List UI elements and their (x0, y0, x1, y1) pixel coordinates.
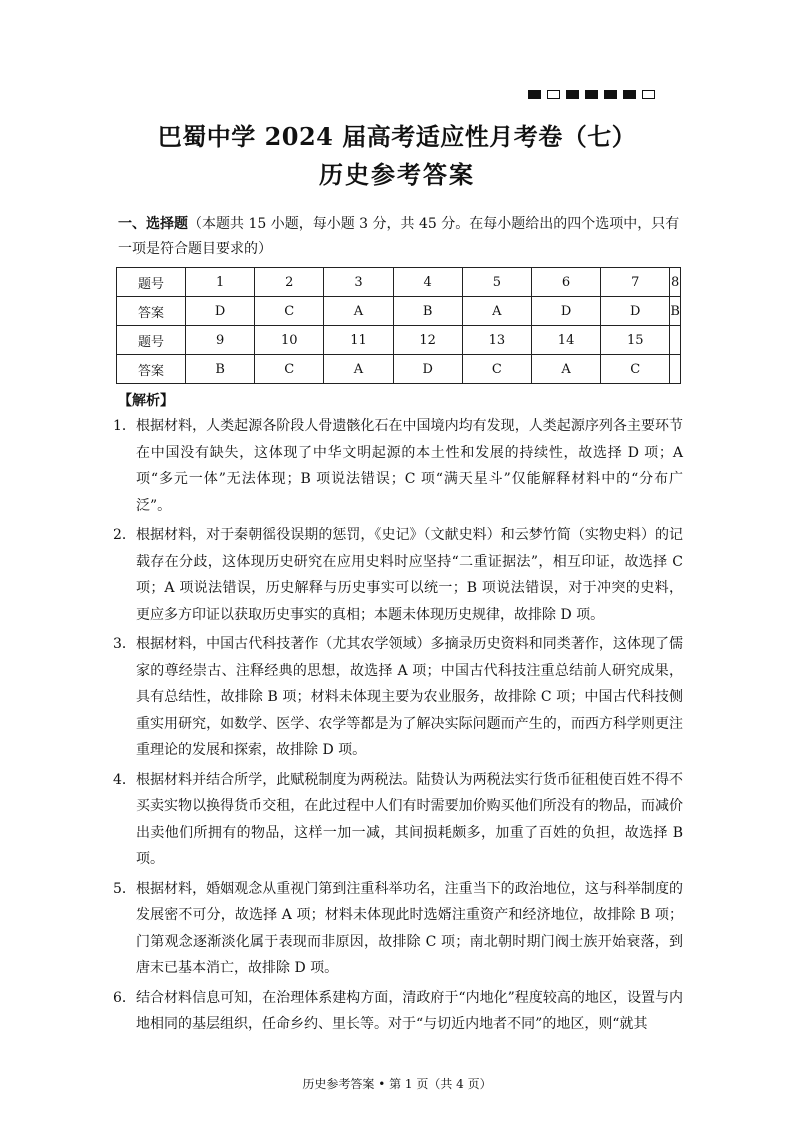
analysis-item (113, 876, 683, 982)
table-cell: A (324, 355, 393, 384)
analysis-list (113, 413, 683, 1041)
table-row-header: 答案 (117, 297, 186, 326)
table-cell: D (393, 355, 462, 384)
item-text: 根据材料，中国古代科技著作（尤其农学领域）多摘录历史资料和同类著作，这体现了儒家的尊经崇古、注释经典的思想，故选择 A 项；中国古代科技注重总结前人研究成果，具有总结性，故排除 B 项；材料未体现主要为农业服务，故排除 C 项；中国古代科技侧重实用研究，如数学、医学、农学等都是为了解决实际问题而产生的，而西方科学则更注重理论的发展和探索，故排除 D 项。 (136, 636, 683, 758)
item-text: 根据材料，对于秦朝徭役误期的惩罚，《史记》（文献史料）和云梦竹简（实物史料）的记载存在分歧，这体现历史研究在应用史料时应坚持“二重证据法”，相互印证，故选择 C 项；A 项说法错误，历史解释与历史事实可以统一；B 项说法错误，对于冲突的史料，更应多方印证以获取历史事实的真相；本题未体现历史规律，故排除 D 项。 (136, 527, 683, 623)
analysis-item (113, 522, 683, 628)
table-cell: D (186, 297, 255, 326)
analysis-item (113, 413, 683, 519)
analysis-label: 【解析】 (118, 393, 174, 409)
table-cell: C (255, 297, 324, 326)
table-cell: 3 (324, 268, 393, 297)
table-row-header: 题号 (117, 326, 186, 355)
section-intro (118, 212, 688, 262)
header-mark (642, 90, 655, 99)
table-cell: A (531, 355, 600, 384)
table-row (117, 297, 681, 326)
table-cell: C (255, 355, 324, 384)
table-cell (670, 355, 681, 384)
analysis-item (113, 631, 683, 764)
header-mark (547, 90, 560, 99)
header-mark (604, 90, 617, 99)
item-text: 根据材料并结合所学，此赋税制度为两税法。陆贽认为两税法实行货币征租使百姓不得不买卖实物以换得货币交租，在此过程中人们有时需要加价购买他们所没有的物品，而减价出卖他们所拥有的物品，这样一加一减，其间损耗颇多，加重了百姓的负担，故选择 B 项。 (136, 771, 683, 867)
item-text: 结合材料信息可知，在治理体系建构方面，清政府于“内地化”程度较高的地区，设置与内地相同的基层组织，任命乡约、里长等。对于“与切近内地者不同”的地区，则“就其 (136, 989, 683, 1032)
table-cell: 1 (186, 268, 255, 297)
table-cell: 13 (462, 326, 531, 355)
header-marks (528, 90, 655, 99)
answer-table (116, 267, 681, 384)
table-cell: 15 (601, 326, 670, 355)
item-number: 4． (113, 771, 136, 788)
table-cell: 7 (601, 268, 670, 297)
table-cell: 12 (393, 326, 462, 355)
table-cell: B (186, 355, 255, 384)
table-cell: B (393, 297, 462, 326)
table-cell: B (670, 297, 681, 326)
page-subtitle: 历史参考答案 (319, 160, 475, 189)
item-number: 2． (113, 527, 136, 543)
item-text: 根据材料，婚姻观念从重视门第到注重科举功名，注重当下的政治地位，这与科举制度的发展密不可分，故选择 A 项；材料未体现此时选婿注重资产和经济地位，故排除 B 项；门第观念逐渐淡化属于表现而非原因，故排除 C 项；南北朝时期门阀士族开始衰落，到唐末已基本消亡，故排除 D 项。 (136, 880, 683, 976)
table-row-header: 答案 (117, 355, 186, 384)
table-cell: D (601, 297, 670, 326)
analysis-item (113, 767, 683, 873)
table-cell: A (462, 297, 531, 326)
page-footer: 历史参考答案 • 第 1 页（共 4 页） (302, 1077, 492, 1091)
item-number: 5． (113, 880, 136, 897)
header-mark (528, 90, 541, 99)
table-cell: 4 (393, 268, 462, 297)
table-cell (670, 326, 681, 355)
table-cell: D (531, 297, 600, 326)
table-row-header: 题号 (117, 268, 186, 297)
header-mark (566, 90, 579, 99)
header-mark (623, 90, 636, 99)
table-cell: C (601, 355, 670, 384)
section-heading: 一、选择题 (118, 216, 188, 232)
header-mark (585, 90, 598, 99)
table-cell: C (462, 355, 531, 384)
table-cell: 5 (462, 268, 531, 297)
section-description: （本题共 15 小题，每小题 3 分，共 45 分。在每小题给出的四个选项中，只有一项是符合题目要求的） (118, 216, 680, 257)
item-text: 根据材料，人类起源各阶段人骨遗骸化石在中国境内均有发现，人类起源序列各主要环节在中国没有缺失，这体现了中华文明起源的本土性和发展的持续性，故选择 D 项；A 项“多元一体”无法体现；B 项说法错误；C 项“满天星斗”仅能解释材料中的“分布广泛”。 (136, 418, 683, 514)
table-cell: 6 (531, 268, 600, 297)
table-row (117, 355, 681, 384)
item-number: 3． (113, 636, 136, 652)
table-row (117, 326, 681, 355)
table-cell: 11 (324, 326, 393, 355)
table-cell: 8 (670, 268, 681, 297)
table-cell: 2 (255, 268, 324, 297)
table-cell: 14 (531, 326, 600, 355)
page-title: 巴蜀中学 2024 届高考适应性月考卷（七） (157, 122, 637, 151)
table-cell: A (324, 297, 393, 326)
table-cell: 9 (186, 326, 255, 355)
table-cell: 10 (255, 326, 324, 355)
item-number: 6． (113, 989, 136, 1006)
table-row (117, 268, 681, 297)
analysis-item (113, 985, 683, 1038)
item-number: 1． (113, 418, 136, 434)
